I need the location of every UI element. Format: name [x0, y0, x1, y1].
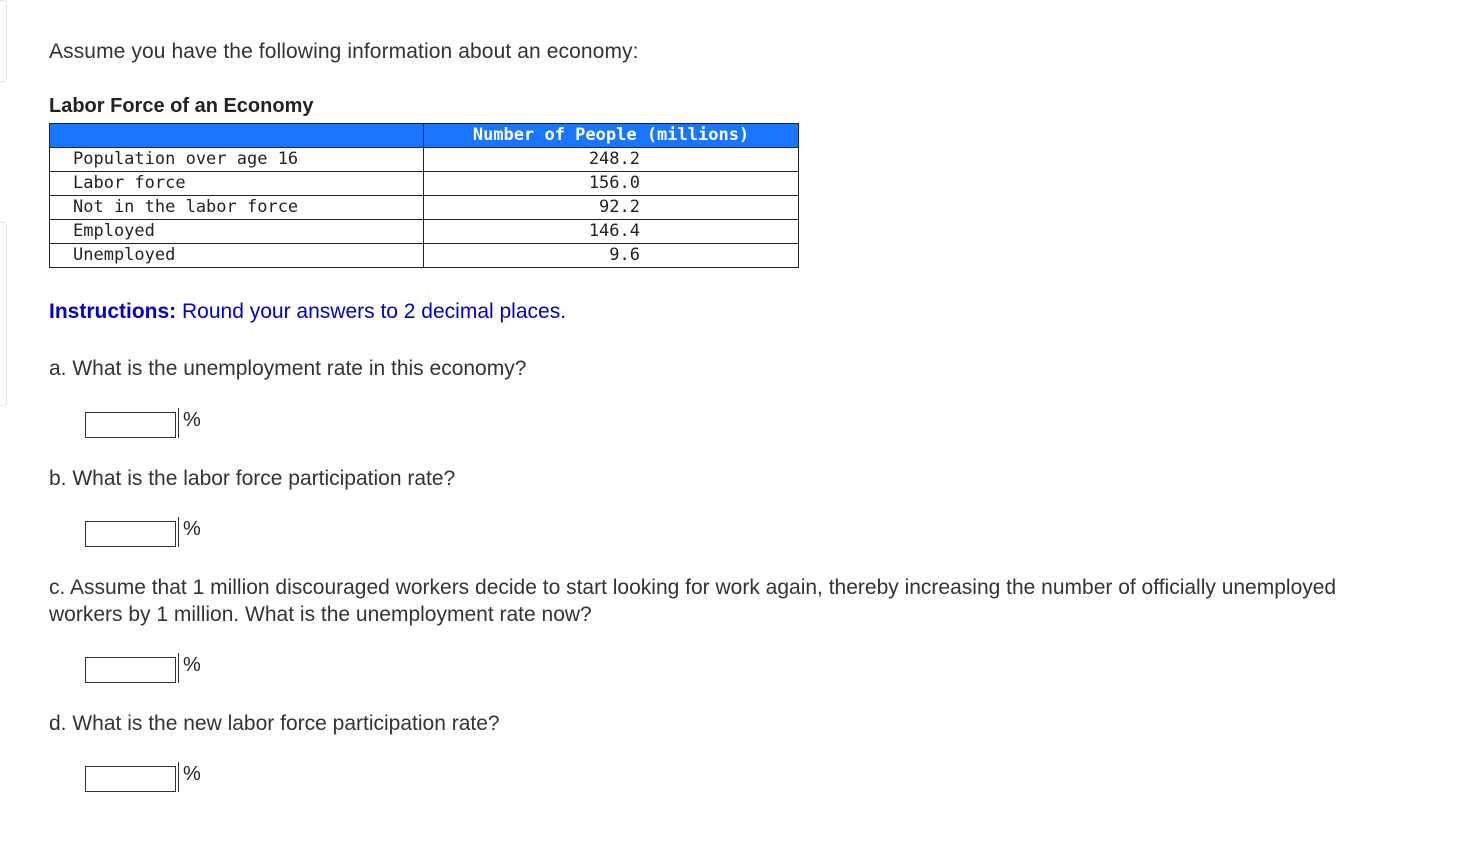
question-c: c. Assume that 1 million discouraged workers decide to start looking for work again, thereby increasing the number of officially unemployed workers by 1 million. What is the unemployment rate now?: [49, 576, 1337, 626]
question-a: a. What is the unemployment rate in this economy?: [49, 357, 527, 380]
intro-text: Assume you have the following information about an economy:: [49, 40, 639, 63]
instructions-label: Instructions:: [49, 300, 177, 323]
table-header-number: Number of People (millions): [424, 124, 799, 148]
answer-divider: [178, 653, 179, 683]
row-label: Not in the labor force: [50, 196, 424, 220]
table-header-row: [50, 124, 799, 148]
row-value: 156.0: [424, 172, 799, 196]
row-value: 92.2: [424, 196, 799, 220]
percent-unit: %: [183, 409, 201, 431]
row-value: 248.2: [424, 148, 799, 172]
table-title: Labor Force of an Economy: [49, 95, 314, 117]
answer-input-d[interactable]: [85, 766, 176, 792]
row-label: Population over age 16: [50, 148, 424, 172]
left-panel-edge: [0, 0, 7, 82]
instructions: [49, 300, 566, 324]
table-row: [50, 196, 799, 220]
row-label: Labor force: [50, 172, 424, 196]
row-value: 9.6: [424, 244, 799, 268]
question-d: d. What is the new labor force participation rate?: [49, 712, 500, 735]
question-b: b. What is the labor force participation rate?: [49, 467, 456, 490]
row-value: 146.4: [424, 220, 799, 244]
table-row: [50, 148, 799, 172]
table-row: [50, 172, 799, 196]
answer-input-c[interactable]: [85, 657, 176, 683]
row-label: Employed: [50, 220, 424, 244]
labor-force-table: [49, 123, 799, 268]
left-panel-edge: [0, 222, 7, 406]
table-row: [50, 244, 799, 268]
row-label: Unemployed: [50, 244, 424, 268]
answer-input-a[interactable]: [85, 412, 176, 438]
percent-unit: %: [183, 518, 201, 540]
percent-unit: %: [183, 654, 201, 676]
instructions-text: Round your answers to 2 decimal places.: [182, 300, 567, 323]
table-row: [50, 220, 799, 244]
answer-divider: [178, 408, 179, 438]
answer-divider: [178, 517, 179, 547]
answer-divider: [178, 762, 179, 792]
percent-unit: %: [183, 763, 201, 785]
answer-input-b[interactable]: [85, 521, 176, 547]
table-header-blank: [50, 124, 424, 148]
